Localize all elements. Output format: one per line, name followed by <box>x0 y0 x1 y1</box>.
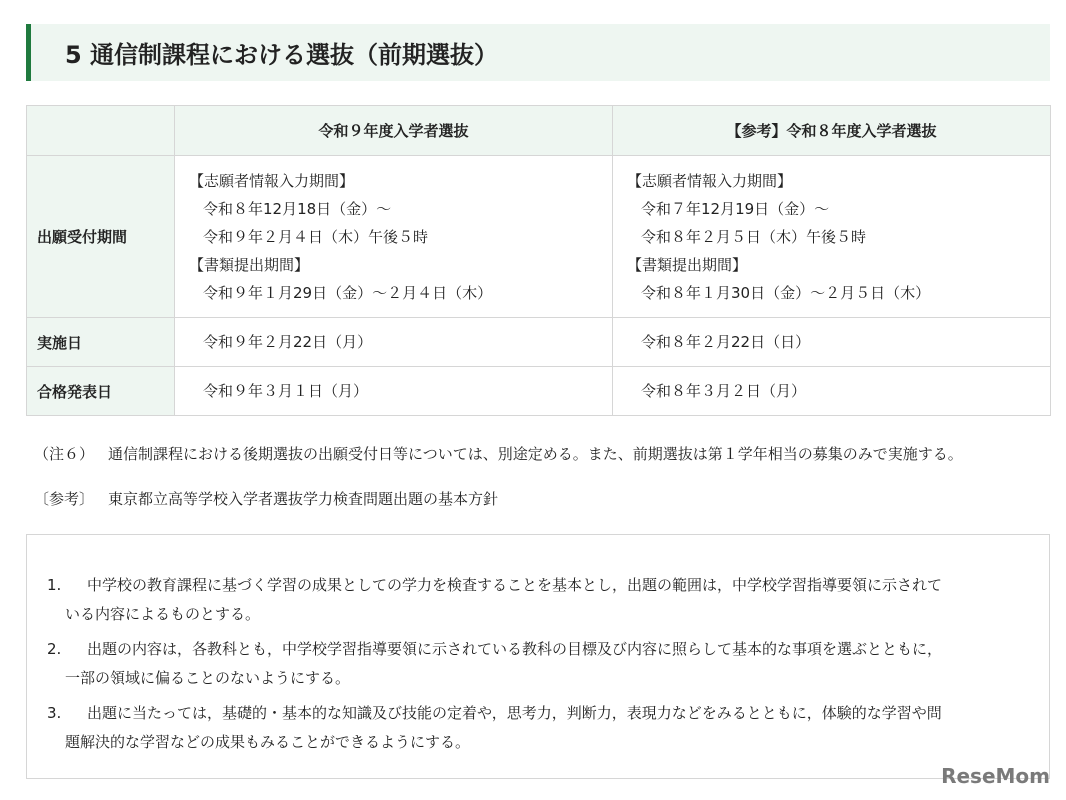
document-submission-label: 【書類提出期間】 <box>189 255 310 274</box>
reference-text: 東京都立高等学校入学者選抜学力検査問題出題の基本方針 <box>108 490 499 508</box>
policy-number: 2. <box>47 640 62 658</box>
exam-date-current <box>175 318 613 367</box>
exam-date-reference <box>613 318 1051 367</box>
schedule-table <box>26 105 1051 416</box>
result-date-value: 令和８年３月２日（月） <box>641 382 807 400</box>
info-input-end: 令和９年２月４日（木）午後５時 <box>203 227 429 246</box>
policy-text-first: 出題の内容は，各教科とも，中学校学習指導要領に示されている教科の目標及び内容に照らして基本的な事項を選ぶとともに， <box>87 640 943 658</box>
exam-date-value: 令和８年２月22日（日） <box>641 333 811 351</box>
policy-text-first: 出題に当たっては，基礎的・基本的な知識及び技能の定着や，思考力，判断力，表現力などをみるとともに，体験的な学習や問 <box>87 704 942 722</box>
result-date-reference <box>613 367 1051 416</box>
policy-list <box>47 571 1032 763</box>
exam-date-value: 令和９年２月22日（月） <box>203 333 373 351</box>
info-input-start: 令和８年12月18日（金）～ <box>203 199 392 218</box>
column-header-current: 令和９年度入学者選抜 <box>175 106 613 156</box>
row-header-application-period: 出願受付期間 <box>27 156 175 318</box>
policy-number: 3. <box>47 704 62 722</box>
table-header-row <box>27 106 1051 156</box>
table-row <box>27 367 1051 416</box>
info-input-start: 令和７年12月19日（金）～ <box>641 199 830 218</box>
row-header-result-date: 合格発表日 <box>27 367 175 416</box>
policy-text-rest: 一部の領域に偏ることのないようにする。 <box>65 669 351 687</box>
policy-text-first: 中学校の教育課程に基づく学習の成果としての学力を検査することを基本とし，出題の範囲は，中学校学習指導要領に示されて <box>87 576 943 594</box>
document-submission-label: 【書類提出期間】 <box>627 255 748 274</box>
policy-number: 1. <box>47 576 62 594</box>
document-submission-period: 令和８年１月30日（金）～２月５日（木） <box>641 283 931 302</box>
policy-text-rest: 題解決的な学習などの成果もみることができるようにする。 <box>65 733 471 751</box>
info-input-label: 【志願者情報入力期間】 <box>189 171 355 190</box>
note-6 <box>34 443 963 464</box>
info-input-end: 令和８年２月５日（木）午後５時 <box>641 227 867 246</box>
section-title: 5 通信制課程における選抜（前期選抜） <box>26 24 1050 81</box>
reference-note <box>34 488 498 509</box>
policy-box <box>26 534 1050 779</box>
list-item <box>47 699 1032 757</box>
resemom-logo: ReseMom <box>941 764 1050 788</box>
policy-text-rest: いる内容によるものとする。 <box>65 605 261 623</box>
list-item <box>47 635 1032 693</box>
note-6-tag: （注６） <box>34 445 95 463</box>
table-corner-cell <box>27 106 175 156</box>
column-header-reference: 【参考】令和８年度入学者選抜 <box>613 106 1051 156</box>
result-date-value: 令和９年３月１日（月） <box>203 382 369 400</box>
note-6-text: 通信制課程における後期選抜の出願受付日等については、別途定める。また、前期選抜は第１学年相当の募集のみで実施する。 <box>108 445 963 463</box>
info-input-label: 【志願者情報入力期間】 <box>627 171 793 190</box>
table-row <box>27 156 1051 318</box>
result-date-current <box>175 367 613 416</box>
application-period-reference <box>613 156 1051 318</box>
reference-tag: 〔参考〕 <box>34 490 95 508</box>
application-period-current <box>175 156 613 318</box>
row-header-exam-date: 実施日 <box>27 318 175 367</box>
document-submission-period: 令和９年１月29日（金）～２月４日（木） <box>203 283 493 302</box>
table-row <box>27 318 1051 367</box>
list-item <box>47 571 1032 629</box>
